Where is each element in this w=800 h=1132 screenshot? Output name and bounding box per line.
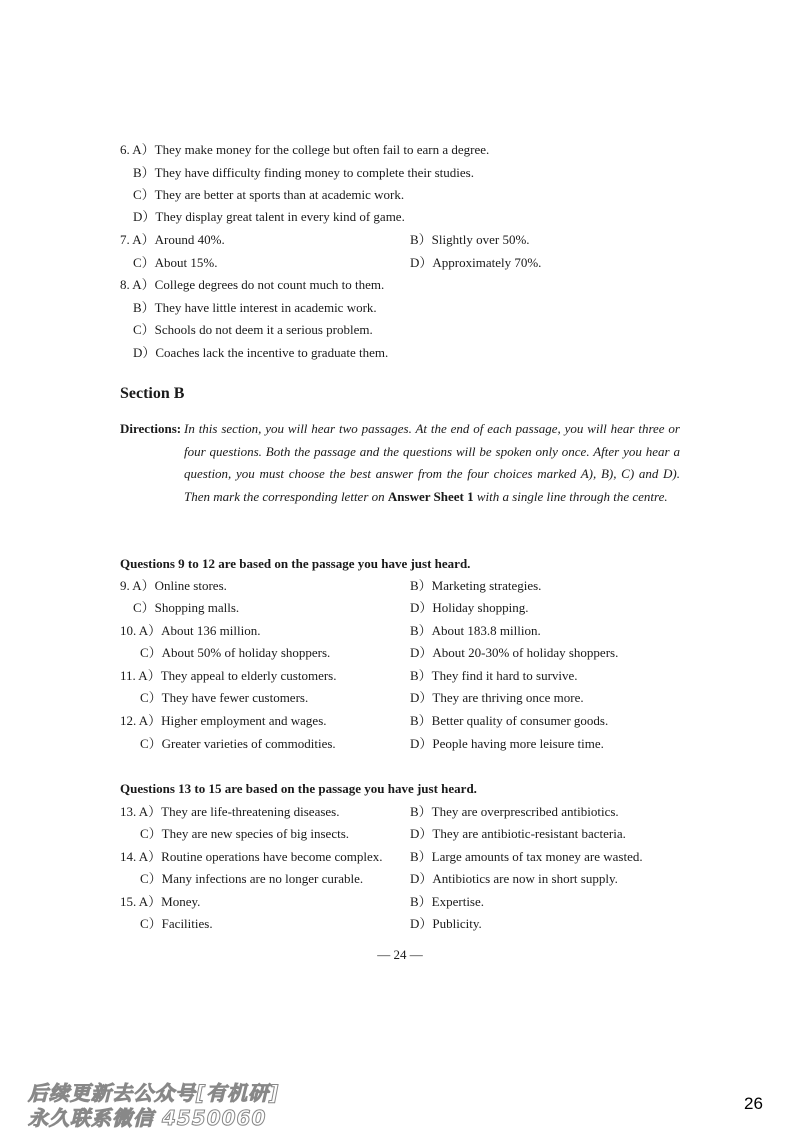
questions-9-12-heading: Questions 9 to 12 are based on the passage you have just heard. bbox=[120, 556, 471, 571]
q7-option-b: B）Slightly over 50%. bbox=[410, 232, 530, 247]
q11-option-c: C）They have fewer customers. bbox=[140, 690, 309, 705]
q6-option-b: B）They have difficulty finding money to complete their studies. bbox=[133, 165, 474, 180]
q11-option-b: B）They find it hard to survive. bbox=[410, 668, 578, 683]
q9-option-b: B）Marketing strategies. bbox=[410, 578, 542, 593]
directions-label: Directions: bbox=[120, 421, 182, 436]
directions-text-post: with a single line through the centre. bbox=[473, 488, 668, 504]
q8-option-d: D）Coaches lack the incentive to graduate them. bbox=[133, 345, 389, 360]
q6-option-c: C）They are better at sports than at academic work. bbox=[133, 187, 405, 202]
q8-option-b: B）They have little interest in academic work. bbox=[133, 300, 377, 315]
q9-option-a: 9. A）Online stores. bbox=[120, 578, 227, 593]
q12-option-d: D）People having more leisure time. bbox=[410, 736, 604, 751]
directions-answer-sheet: Answer Sheet 1 bbox=[387, 488, 474, 504]
q8-option-a: 8. A）College degrees do not count much to them. bbox=[120, 277, 385, 292]
q14-option-d: D）Antibiotics are now in short supply. bbox=[410, 871, 618, 886]
q6-option-a: 6. A）They make money for the college but often fail to earn a degree. bbox=[120, 142, 490, 157]
q14-option-a: 14. A）Routine operations have become complex. bbox=[120, 849, 383, 864]
q10-option-a: 10. A）About 136 million. bbox=[120, 623, 261, 638]
q12-option-c: C）Greater varieties of commodities. bbox=[140, 736, 336, 751]
q9-option-d: D）Holiday shopping. bbox=[410, 600, 529, 615]
directions bbox=[120, 418, 680, 508]
q7-option-c: C）About 15%. bbox=[133, 255, 218, 270]
q12-option-b: B）Better quality of consumer goods. bbox=[410, 713, 609, 728]
q10-option-c: C）About 50% of holiday shoppers. bbox=[140, 645, 331, 660]
q13-option-a: 13. A）They are life-threatening diseases. bbox=[120, 804, 340, 819]
q7-option-a: 7. A）Around 40%. bbox=[120, 232, 225, 247]
q14-option-c: C）Many infections are no longer curable. bbox=[140, 871, 364, 886]
watermark-line-1: 后续更新去公众号[有机研] bbox=[28, 1081, 280, 1105]
directions-text bbox=[184, 418, 680, 508]
q9-option-c: C）Shopping malls. bbox=[133, 600, 240, 615]
q6-option-d: D）They display great talent in every kind of game. bbox=[133, 209, 405, 224]
q15-option-c: C）Facilities. bbox=[140, 916, 213, 931]
q13-option-c: C）They are new species of big insects. bbox=[140, 826, 350, 841]
q7-option-d: D）Approximately 70%. bbox=[410, 255, 542, 270]
q11-option-a: 11. A）They appeal to elderly customers. bbox=[120, 668, 337, 683]
q13-option-d: D）They are antibiotic-resistant bacteria. bbox=[410, 826, 626, 841]
directions-text-pre: In this section, you will hear two passages. At the end of each passage, you will hear three or four questions. Both the passage and the questions will be spoken only once. After you hear a question, you must choose the best answer from the four choices marked A), B), C) and D). Then mark the corresponding letter on bbox=[184, 421, 680, 504]
watermark-line-2: 永久联系微信 4550060 bbox=[28, 1106, 267, 1130]
q11-option-d: D）They are thriving once more. bbox=[410, 690, 584, 705]
q15-option-d: D）Publicity. bbox=[410, 916, 482, 931]
section-b-title: Section B bbox=[120, 385, 185, 402]
questions-13-15-heading: Questions 13 to 15 are based on the passage you have just heard. bbox=[120, 781, 477, 796]
q10-option-b: B）About 183.8 million. bbox=[410, 623, 541, 638]
corner-page-number: 26 bbox=[744, 1094, 763, 1113]
q15-option-b: B）Expertise. bbox=[410, 894, 485, 909]
q8-option-c: C）Schools do not deem it a serious problem. bbox=[133, 322, 373, 337]
page-number: — 24 — bbox=[377, 947, 423, 962]
q15-option-a: 15. A）Money. bbox=[120, 894, 201, 909]
q13-option-b: B）They are overprescribed antibiotics. bbox=[410, 804, 619, 819]
q14-option-b: B）Large amounts of tax money are wasted. bbox=[410, 849, 643, 864]
q10-option-d: D）About 20-30% of holiday shoppers. bbox=[410, 645, 619, 660]
q12-option-a: 12. A）Higher employment and wages. bbox=[120, 713, 327, 728]
